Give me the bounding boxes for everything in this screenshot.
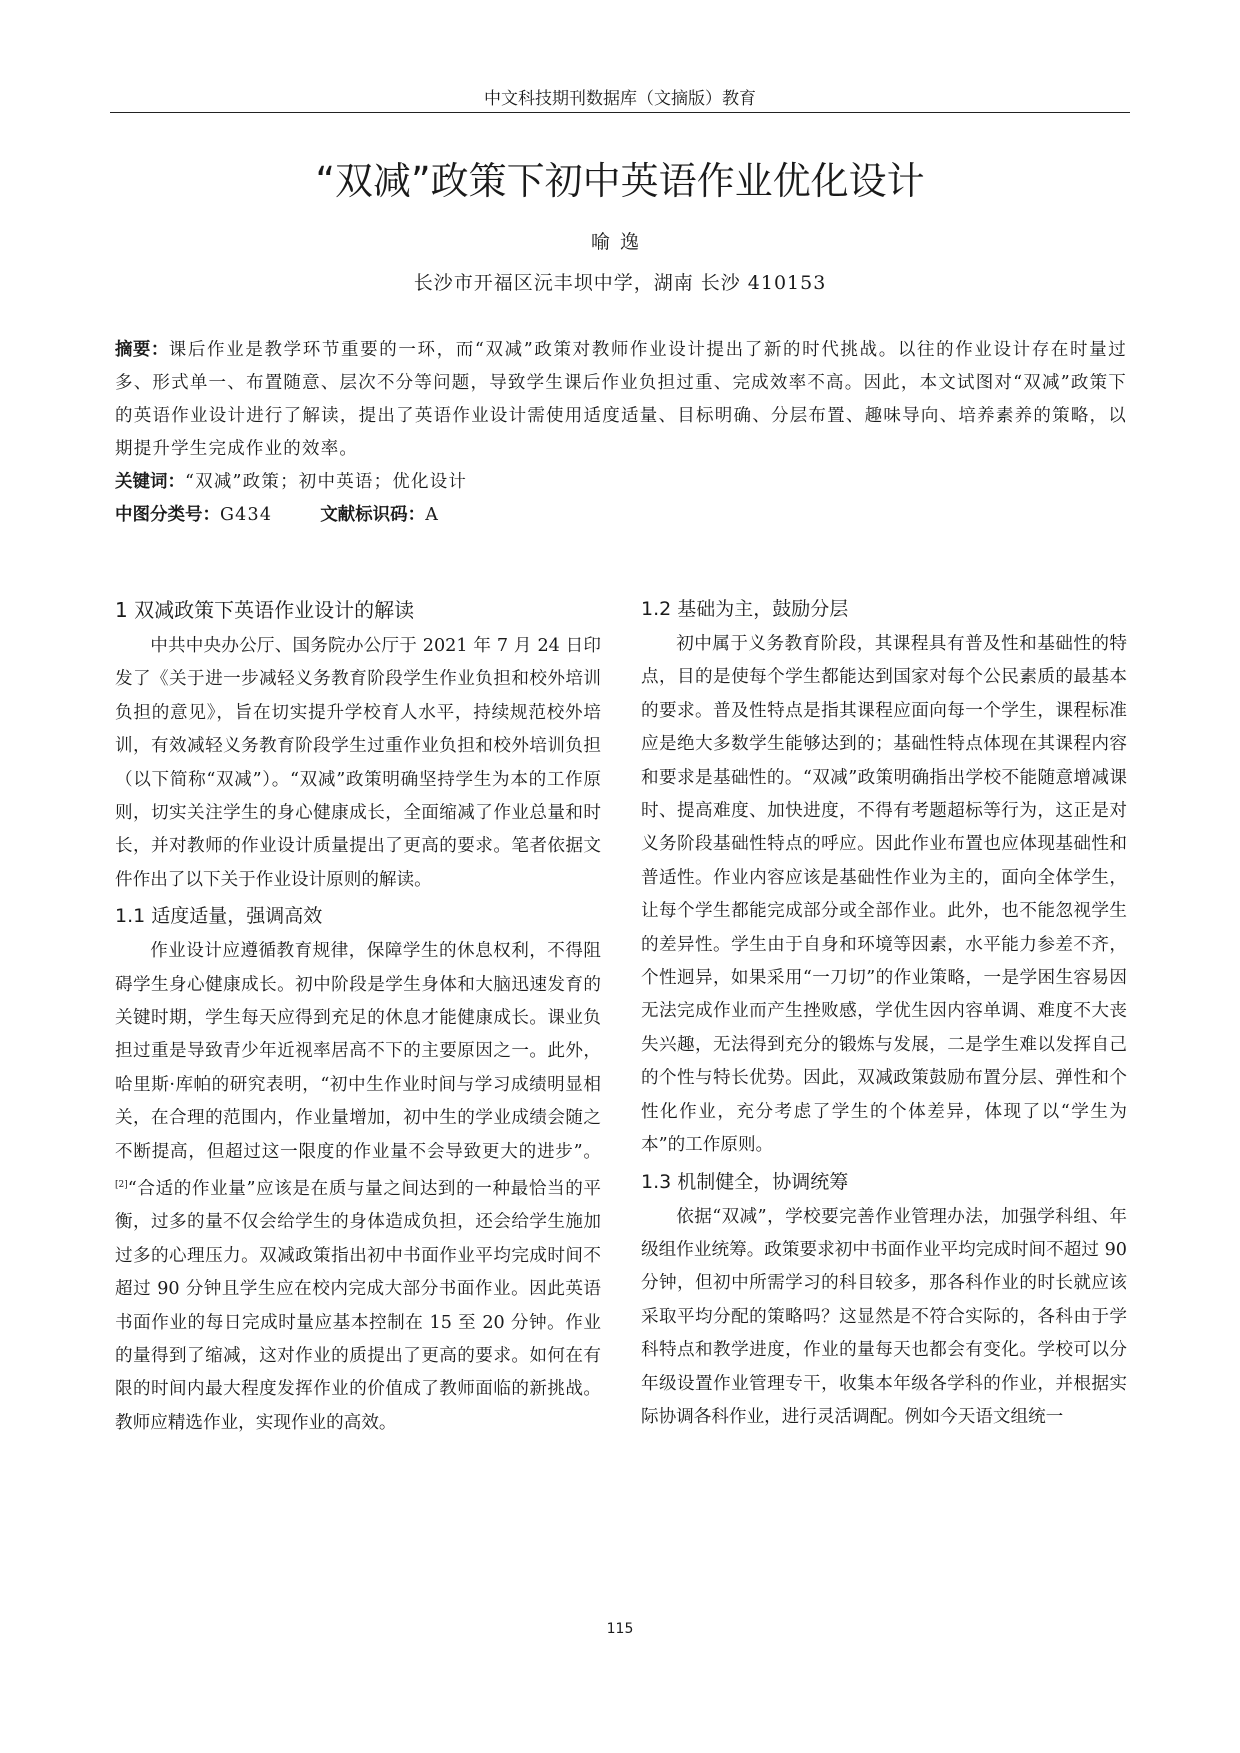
- abstract-block: [115, 334, 1127, 532]
- abstract-paragraph: [115, 334, 1127, 466]
- keywords-label: 关键词：: [115, 472, 185, 492]
- author-name: 喻逸: [590, 231, 649, 253]
- journal-header: 中文科技期刊数据库（文摘版）教育: [484, 89, 756, 109]
- section-1-paragraph: 中共中央办公厅、国务院办公厅于 2021 年 7 月 24 日印发了《关于进一步减轻义务教育阶段学生作业负担和校外培训负担的意见》，旨在切实提升学校育人水平，持续规范校外培训，有效减轻义务教育阶段学生过重作业负担和校外培训负担（以下简称“双减”）。“双减”政策明确坚持学生为本的工作原则，切实关注学生的身心健康成长，全面缩减了作业总量和时长，并对教师的作业设计质量提出了更高的要求。笔者依据文件作出了以下关于作业设计原则的解读。: [115, 636, 601, 890]
- keywords-line: [115, 466, 1127, 499]
- classification-line: [115, 499, 1127, 532]
- section-1-1-text-part1: 作业设计应遵循教育规律，保障学生的休息权利，不得阻碍学生身心健康成长。初中阶段是学生身体和大脑迅速发育的关键时期，学生每天应得到充足的休息才能健康成长。课业负担过重是导致青少年近视率居高不下的主要原因之一。此外，哈里斯·库帕的研究表明，“初中生作业时间与学习成绩明显相关，在合理的范围内，作业量增加，初中生的学业成绩会随之不断提高，但超过这一限度的作业量不会导致更大的进步”。: [115, 941, 601, 1162]
- section-1-2-heading: 1.2 基础为主，鼓励分层: [641, 598, 849, 620]
- abstract-text: 课后作业是教学环节重要的一环，而“双减”政策对教师作业设计提出了新的时代挑战。以往的作业设计存在时量过多、形式单一、布置随意、层次不分等问题，导致学生课后作业负担过重、完成效率不高。因此，本文试图对“双减”政策下的英语作业设计进行了解读，提出了英语作业设计需使用适度适量、目标明确、分层布置、趣味导向、培养素养的策略，以期提升学生完成作业的效率。: [115, 340, 1127, 459]
- abstract-label: 摘要：: [115, 340, 169, 360]
- classification-label: 中图分类号：: [115, 505, 220, 525]
- section-1-1-heading: 1.1 适度适量，强调高效: [115, 905, 323, 928]
- citation-mark: [2]: [115, 1180, 128, 1191]
- section-1-1-text-part2: “合适的作业量”应该是在质与量之间达到的一种最恰当的平衡，过多的量不仅会给学生的身体造成负担，还会给学生施加过多的心理压力。双减政策指出初中书面作业平均完成时间不超过 90 分钟且学生应在校内完成大部分书面作业。因此英语书面作业的每日完成时量应基本控制在 15 至 20 分钟。作业的量得到了缩减，这对作业的质提出了更高的要求。如何在有限的时间内最大程度发挥作业的价值成了教师面临的新挑战。教师应精选作业，实现作业的高效。: [115, 1178, 601, 1433]
- right-column: [641, 590, 1127, 1434]
- section-1-heading: 1 双减政策下英语作业设计的解读: [115, 598, 415, 622]
- classification-value: G434: [220, 505, 273, 525]
- keywords-text: “双减”政策；初中英语；优化设计: [185, 472, 468, 492]
- section-1-2-paragraph: 初中属于义务教育阶段，其课程具有普及性和基础性的特点，目的是使每个学生都能达到国家对每个公民素质的最基本的要求。普及性特点是指其课程应面向每一个学生，课程标准应是绝大多数学生能够达到的；基础性特点体现在其课程内容和要求是基础性的。“双减”政策明确指出学校不能随意增减课时、提高难度、加快进度，不得有考题超标等行为，这正是对义务阶段基础性特点的呼应。因此作业布置也应体现基础性和普适性。作业内容应该是基础性作业为主的，面向全体学生，让每个学生都能完成部分或全部作业。此外，也不能忽视学生的差异性。学生由于自身和环境等因素，水平能力参差不齐，个性迥异，如果采用“一刀切”的作业策略，一是学困生容易因无法完成作业而产生挫败感，学优生因内容单调、难度不大丧失兴趣，无法得到充分的锻炼与发展，二是学生难以发挥自己的个性与特长优势。因此，双减政策鼓励布置分层、弹性和个性化作业，充分考虑了学生的个体差异，体现了以“学生为本”的工作原则。: [641, 634, 1127, 1156]
- paper-title: “双减”政策下初中英语作业优化设计: [315, 159, 925, 203]
- section-1-3-paragraph: 依据“双减”，学校要完善作业管理办法，加强学科组、年级组作业统筹。政策要求初中书面作业平均完成时间不超过 90 分钟，但初中所需学习的科目较多，那各科作业的时长就应该采取平均分配的策略吗？这显然是不符合实际的，各科由于学科特点和教学进度，作业的量每天也都会有变化。学校可以分年级设置作业管理专干，收集本年级各学科的作业，并根据实际协调各科作业，进行灵活调配。例如今天语文组统一: [641, 1206, 1127, 1427]
- document-code-value: A: [425, 505, 440, 525]
- document-code-label: 文献标识码：: [320, 505, 426, 525]
- section-1-3-heading: 1.3 机制健全，协调统筹: [641, 1170, 849, 1193]
- left-column: [115, 590, 601, 1440]
- header-rule: [110, 112, 1130, 113]
- page-number: 115: [606, 1621, 634, 1637]
- section-1-1-paragraph: [115, 935, 601, 1440]
- author-affiliation: 长沙市开福区沅丰坝中学，湖南 长沙 410153: [413, 272, 827, 294]
